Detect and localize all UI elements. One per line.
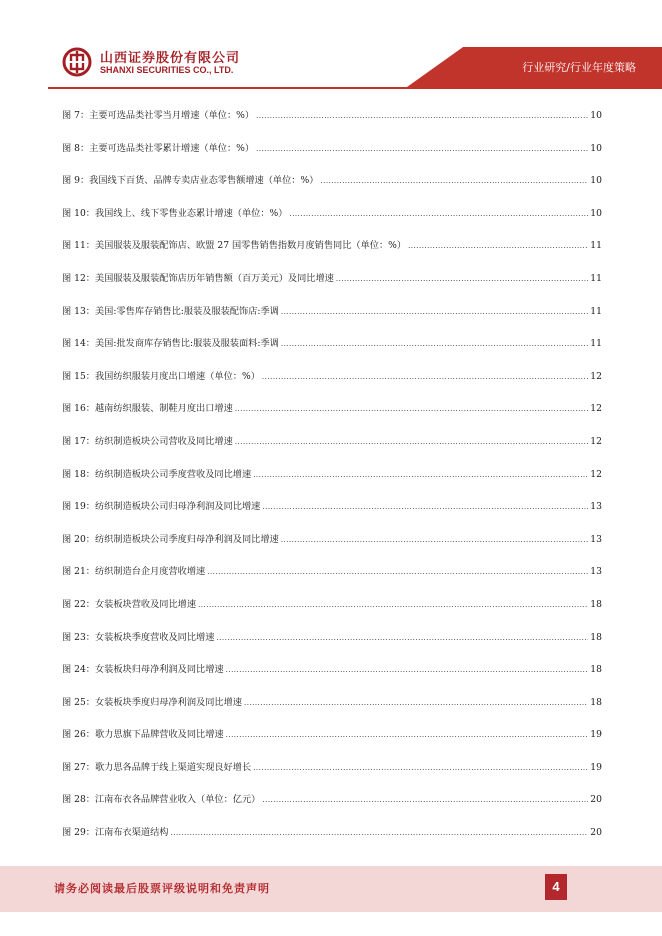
dot-leader bbox=[408, 236, 588, 256]
figure-label: 图 13： bbox=[62, 305, 95, 317]
figure-label: 图 11： bbox=[62, 240, 95, 252]
figure-title: 女装板块季度归母净利润及同比增速 bbox=[95, 696, 242, 708]
figure-title: 歌力思旗下品牌营收及同比增速 bbox=[95, 729, 224, 741]
figure-title: 歌力思各品牌于线上渠道实现良好增长 bbox=[95, 761, 252, 773]
figure-label: 图 18： bbox=[62, 468, 95, 480]
figure-title: 我国线下百货、品牌专卖店业态零售额增速（单位：%） bbox=[89, 175, 319, 187]
figure-title: 江南布衣各品牌营业收入（单位：亿元） bbox=[95, 794, 261, 806]
figure-page-number: 20 bbox=[590, 794, 602, 806]
toc-entry[interactable] bbox=[62, 758, 602, 791]
figure-title: 越南纺织服装、制鞋月度出口增速 bbox=[95, 403, 233, 415]
dot-leader bbox=[320, 171, 588, 191]
page-number: 4 bbox=[545, 874, 567, 900]
figure-label: 图 20： bbox=[62, 533, 95, 545]
page-header bbox=[0, 0, 662, 92]
figure-page-number: 18 bbox=[590, 664, 602, 676]
figure-page-number: 13 bbox=[590, 501, 602, 513]
toc-entry[interactable] bbox=[62, 465, 602, 498]
figure-title: 主要可选品类社零累计增速（单位：%） bbox=[89, 142, 255, 154]
dot-leader bbox=[244, 693, 588, 713]
figure-page-number: 13 bbox=[590, 533, 602, 545]
dot-leader bbox=[281, 302, 588, 322]
dot-leader bbox=[262, 790, 588, 810]
toc-entry[interactable] bbox=[62, 399, 602, 432]
figure-page-number: 12 bbox=[590, 435, 602, 447]
toc-entry[interactable] bbox=[62, 562, 602, 595]
toc-entry[interactable] bbox=[62, 693, 602, 726]
figure-page-number: 11 bbox=[590, 338, 602, 350]
toc-entry[interactable] bbox=[62, 367, 602, 400]
dot-leader bbox=[256, 106, 588, 126]
figure-page-number: 18 bbox=[590, 598, 602, 610]
figure-title: 纺织制造台企月度营收增速 bbox=[95, 566, 206, 578]
toc-entry[interactable] bbox=[62, 334, 602, 367]
company-logo-icon bbox=[62, 47, 92, 77]
figure-page-number: 19 bbox=[590, 761, 602, 773]
figure-title: 纺织制造板块公司季度营收及同比增速 bbox=[95, 468, 252, 480]
dot-leader bbox=[253, 758, 588, 778]
figure-label: 图 8： bbox=[62, 142, 90, 154]
figure-page-number: 12 bbox=[590, 468, 602, 480]
toc-entry[interactable] bbox=[62, 432, 602, 465]
toc-entry[interactable] bbox=[62, 236, 602, 269]
figure-title: 纺织制造板块公司营收及同比增速 bbox=[95, 435, 233, 447]
figure-label: 图 23： bbox=[62, 631, 95, 643]
figure-page-number: 10 bbox=[590, 207, 602, 219]
dot-leader bbox=[281, 334, 588, 354]
figure-label: 图 9： bbox=[62, 175, 90, 187]
dot-leader bbox=[226, 725, 589, 745]
figure-title: 女装板块归母净利润及同比增速 bbox=[95, 664, 224, 676]
figure-label: 图 28： bbox=[62, 794, 95, 806]
toc-entry[interactable] bbox=[62, 269, 602, 302]
figure-page-number: 11 bbox=[590, 305, 602, 317]
figure-label: 图 7： bbox=[62, 110, 90, 121]
figure-page-number: 18 bbox=[590, 696, 602, 708]
dot-leader bbox=[262, 497, 588, 517]
header-divider bbox=[48, 87, 662, 89]
figure-title: 主要可选品类社零当月增速（单位：%） bbox=[89, 110, 255, 121]
figure-page-number: 13 bbox=[590, 566, 602, 578]
dot-leader bbox=[253, 465, 588, 485]
toc-entry[interactable] bbox=[62, 204, 602, 237]
figure-page-number: 12 bbox=[590, 403, 602, 415]
toc-entry[interactable] bbox=[62, 628, 602, 661]
figure-title: 纺织制造板块公司归母净利润及同比增速 bbox=[95, 501, 261, 513]
toc-entry[interactable] bbox=[62, 106, 602, 139]
figure-title: 女装板块营收及同比增速 bbox=[95, 598, 197, 610]
figure-title: 美国服装及服装配饰店、欧盟 27 国零售销售指数月度销售同比（单位：%） bbox=[95, 240, 407, 252]
figure-page-number: 10 bbox=[590, 175, 602, 187]
figure-page-number: 19 bbox=[590, 729, 602, 741]
figure-label: 图 21： bbox=[62, 566, 95, 578]
figure-title: 我国纺织服装月度出口增速（单位：%） bbox=[95, 370, 260, 382]
dot-leader bbox=[198, 595, 588, 615]
figure-page-number: 12 bbox=[590, 370, 602, 382]
figure-label: 图 15： bbox=[62, 370, 95, 382]
report-category: 行业研究/行业年度策略 bbox=[522, 61, 636, 74]
figure-label: 图 22： bbox=[62, 598, 95, 610]
dot-leader bbox=[216, 628, 588, 648]
figure-list bbox=[62, 106, 602, 856]
dot-leader bbox=[281, 530, 589, 550]
figure-page-number: 18 bbox=[590, 631, 602, 643]
dot-leader bbox=[289, 204, 588, 224]
figure-label: 图 16： bbox=[62, 403, 95, 415]
toc-entry[interactable] bbox=[62, 302, 602, 335]
toc-entry[interactable] bbox=[62, 171, 602, 204]
toc-entry[interactable] bbox=[62, 823, 602, 856]
dot-leader bbox=[235, 399, 588, 419]
figure-page-number: 20 bbox=[590, 827, 602, 839]
figure-page-number: 10 bbox=[590, 142, 602, 154]
figure-page-number: 11 bbox=[590, 240, 602, 252]
figure-title: 美国服装及服装配饰店历年销售额（百万美元）及同比增速 bbox=[95, 272, 334, 284]
toc-entry[interactable] bbox=[62, 595, 602, 628]
figure-label: 图 26： bbox=[62, 729, 95, 741]
figure-page-number: 11 bbox=[590, 272, 602, 284]
toc-entry[interactable] bbox=[62, 725, 602, 758]
figure-label: 图 12： bbox=[62, 272, 95, 284]
figure-title: 纺织制造板块公司季度归母净利润及同比增速 bbox=[95, 533, 279, 545]
figure-title: 美国:批发商库存销售比:服装及服装面料:季调 bbox=[95, 338, 279, 350]
figure-label: 图 14： bbox=[62, 338, 95, 350]
toc-entry[interactable] bbox=[62, 139, 602, 172]
company-name-en: SHANXI SECURITIES CO., LTD. bbox=[100, 65, 234, 75]
figure-label: 图 17： bbox=[62, 435, 95, 447]
dot-leader bbox=[226, 660, 589, 680]
figure-label: 图 19： bbox=[62, 501, 95, 513]
figure-label: 图 27： bbox=[62, 761, 95, 773]
figure-title: 我国线上、线下零售业态累计增速（单位：%） bbox=[95, 207, 288, 219]
figure-title: 美国:零售库存销售比:服装及服装配饰店:季调 bbox=[95, 305, 279, 317]
footer-disclaimer: 请务必阅读最后股票评级说明和免责声明 bbox=[54, 882, 270, 895]
toc-entry[interactable] bbox=[62, 660, 602, 693]
figure-label: 图 10： bbox=[62, 207, 95, 219]
figure-title: 江南布衣渠道结构 bbox=[95, 827, 169, 839]
dot-leader bbox=[235, 432, 588, 452]
figure-page-number: 10 bbox=[590, 110, 602, 121]
figure-title: 女装板块季度营收及同比增速 bbox=[95, 631, 215, 643]
toc-entry[interactable] bbox=[62, 530, 602, 563]
figure-label: 图 24： bbox=[62, 664, 95, 676]
toc-entry[interactable] bbox=[62, 790, 602, 823]
dot-leader bbox=[256, 139, 588, 159]
toc-entry[interactable] bbox=[62, 497, 602, 530]
dot-leader bbox=[262, 367, 588, 387]
figure-label: 图 29： bbox=[62, 827, 95, 839]
dot-leader bbox=[207, 562, 588, 582]
dot-leader bbox=[336, 269, 588, 289]
dot-leader bbox=[171, 823, 589, 843]
figure-label: 图 25： bbox=[62, 696, 95, 708]
company-name-cn: 山西证券股份有限公司 bbox=[100, 51, 241, 66]
